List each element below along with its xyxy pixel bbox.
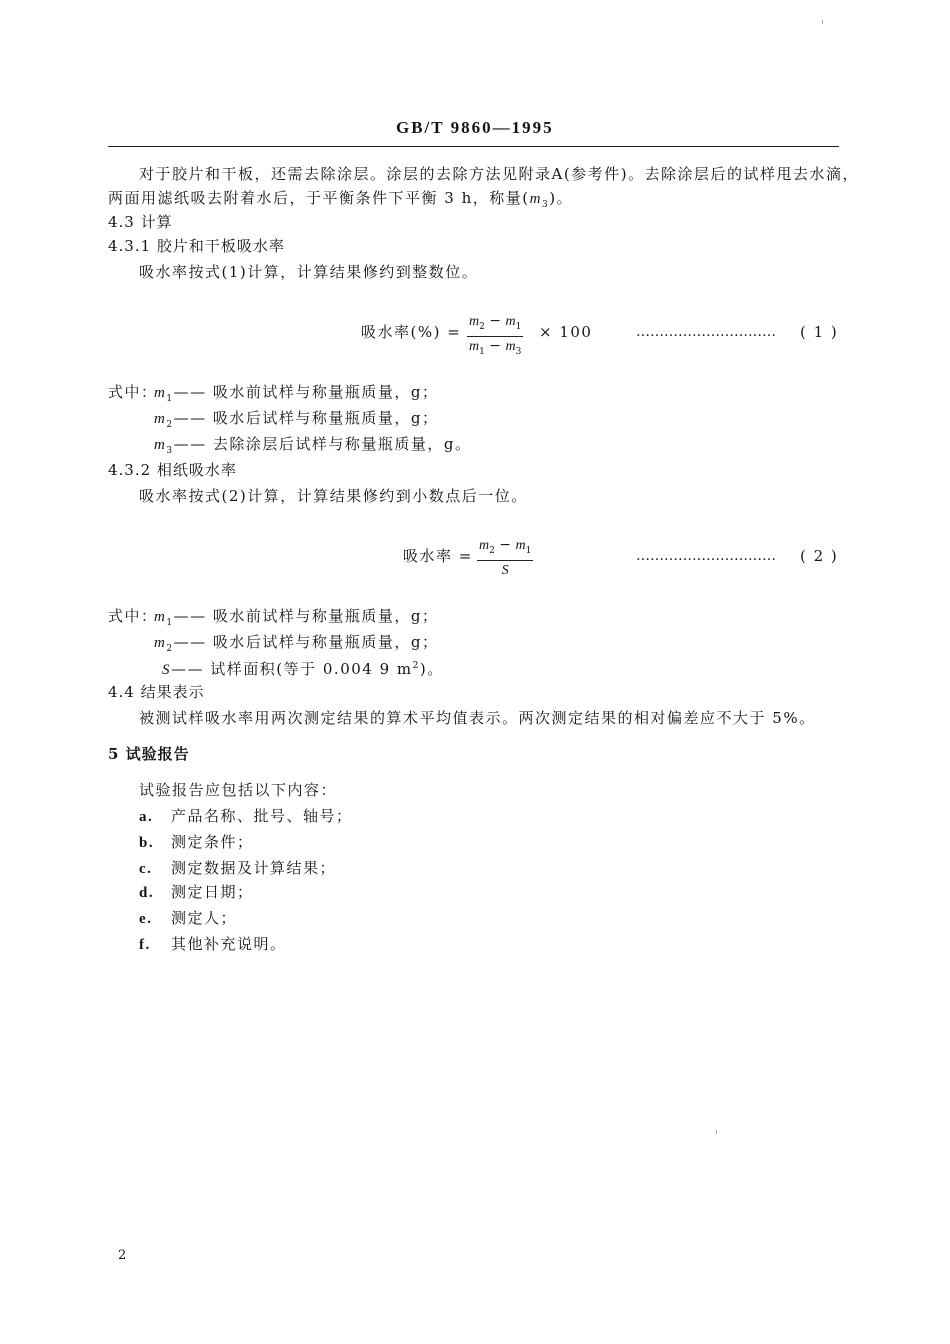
- section-4-3-1-heading: 4.3.1 胶片和干板吸水率: [108, 237, 285, 255]
- page-number: 2: [118, 1248, 127, 1263]
- where-1-lead: 式中：: [108, 383, 158, 401]
- where-2-item-3: S—— 试样面积(等于 0.004 9 $m^2$)。: [162, 660, 444, 678]
- intro-line-1: 对于胶片和干板，还需去除涂层。涂层的去除方法见附录A(参考件)。去除涂层后的试样甩去水滴，: [139, 165, 860, 183]
- where-2-item-2: $m_2——$ 吸水后试样与称量瓶质量，g；: [154, 633, 439, 654]
- formula-1-denominator: $m_1 - m_3$: [469, 337, 522, 357]
- scan-speck: [716, 1130, 717, 1134]
- intro-line-2-end: )。: [549, 189, 574, 207]
- report-item-e: e. 测定人；: [139, 909, 238, 927]
- formula-2-leader-dots: …………………………: [636, 548, 776, 564]
- formula-1-fraction: [467, 313, 523, 360]
- formula-2-numerator: $m_2 - m_1$: [477, 537, 533, 561]
- section-4-4-text: 被测试样吸水率用两次测定结果的算术平均值表示。两次测定结果的相对偏差应不大于 5%。: [139, 709, 816, 727]
- header-rule: [108, 146, 839, 147]
- formula-1-lhs: 吸水率(%) =: [361, 323, 462, 341]
- scan-speck: [822, 20, 823, 24]
- report-item-a: a. 产品名称、批号、轴号；: [139, 807, 353, 825]
- formula-2-number: ( 2 ): [800, 547, 839, 565]
- formula-2-denominator: S: [501, 562, 509, 578]
- report-item-b: b. 测定条件；: [139, 833, 254, 851]
- intro-var: m: [529, 191, 542, 207]
- formula-1-leader-dots: …………………………: [636, 324, 776, 340]
- formula-1-number: ( 1 ): [800, 323, 839, 341]
- where-1-item-1: $m_1——$ 吸水前试样与称量瓶质量，g；: [154, 383, 439, 404]
- report-item-f: f. 其他补充说明。: [139, 935, 287, 953]
- where-1-item-2: $m_2——$ 吸水后试样与称量瓶质量，g；: [154, 409, 439, 430]
- section-4-4-heading: 4.4 结果表示: [108, 683, 205, 701]
- formula-1-numerator: $m_2 - m_1$: [467, 313, 523, 337]
- section-5-intro: 试验报告应包括以下内容：: [139, 781, 338, 799]
- section-4-3-heading: 4.3 计算: [108, 213, 173, 231]
- where-2-item-1: $m_1——$ 吸水前试样与称量瓶质量，g；: [154, 607, 439, 628]
- section-5-heading: 5 试验报告: [108, 745, 190, 763]
- section-4-3-1-text: 吸水率按式(1)计算，计算结果修约到整数位。: [139, 263, 479, 281]
- formula-1-rhs: × 100: [539, 323, 593, 341]
- formula-2-lhs: 吸水率 =: [403, 547, 473, 565]
- report-item-c: c. 测定数据及计算结果；: [139, 859, 337, 877]
- section-4-3-2-text: 吸水率按式(2)计算，计算结果修约到小数点后一位。: [139, 487, 528, 505]
- section-4-3-2-heading: 4.3.2 相纸吸水率: [108, 461, 237, 479]
- where-1-item-3: $m_3——$ 去除涂层后试样与称量瓶质量，g。: [154, 435, 472, 456]
- document-code: GB/T 9860—1995: [396, 118, 554, 137]
- report-item-d: d. 测定日期；: [139, 883, 254, 901]
- intro-line-2-text: 两面用滤纸吸去附着水后，于平衡条件下平衡 3 h，称量(: [108, 189, 530, 207]
- formula-2-fraction: [477, 537, 533, 579]
- intro-line-2: [108, 188, 573, 215]
- intro-var-sub: 3: [541, 200, 550, 210]
- where-2-lead: 式中：: [108, 607, 158, 625]
